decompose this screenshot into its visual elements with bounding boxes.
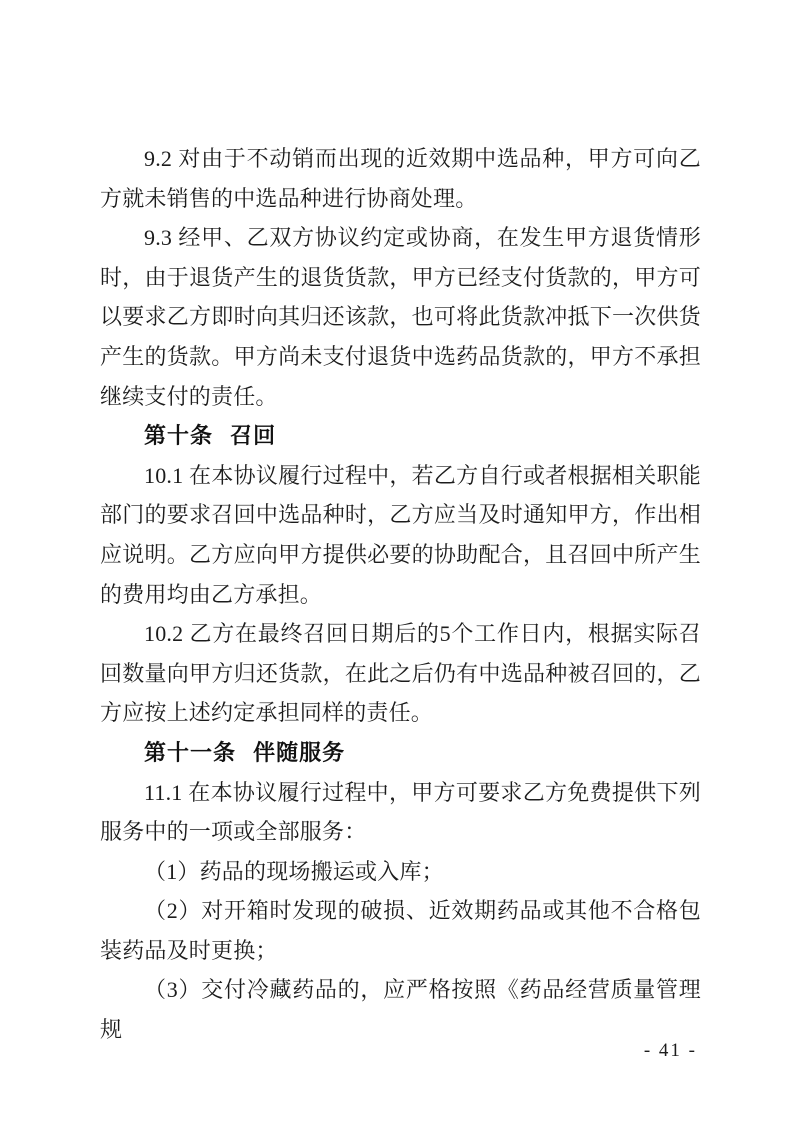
heading-article-11: 第十一条 伴随服务 [144, 739, 346, 765]
list-item-3: （3）交付冷藏药品的，应严格按照《药品经营质量管理规 [100, 977, 701, 1043]
paragraph-10-2: 10.2 乙方在最终召回日期后的5个工作日内，根据实际召回数量向甲方归还货款，在此之后仍有中选品种被召回的，乙方应按上述约定承担同样的责任。 [100, 621, 701, 726]
document-body [100, 139, 701, 1050]
paragraph-10-1: 10.1 在本协议履行过程中，若乙方自行或者根据相关职能部门的要求召回中选品种时，乙方应当及时通知甲方，作出相应说明。乙方应向甲方提供必要的协助配合，且召回中所产生的费用均由乙方承担。 [100, 462, 701, 607]
paragraph-11-1: 11.1 在本协议履行过程中，甲方可要求乙方免费提供下列服务中的一项或全部服务： [100, 779, 701, 845]
list-item-1: （1）药品的现场搬运或入库； [144, 858, 444, 884]
paragraph-9-3: 9.3 经甲、乙双方协议约定或协商，在发生甲方退货情形时，由于退货产生的退货货款，甲方已经支付货款的，甲方可以要求乙方即时向其归还该款，也可将此货款冲抵下一次供货产生的货款。甲方尚未支付退货中选药品货款的，甲方不承担继续支付的责任。 [100, 225, 701, 409]
heading-article-10: 第十条 召回 [144, 423, 277, 449]
page-number: - 41 - [643, 1040, 697, 1061]
list-item-2: （2）对开箱时发现的破损、近效期药品或其他不合格包装药品及时更换； [100, 898, 701, 963]
paragraph-9-2: 9.2 对由于不动销而出现的近效期中选品种，甲方可向乙方就未销售的中选品种进行协商处理。 [100, 146, 701, 211]
